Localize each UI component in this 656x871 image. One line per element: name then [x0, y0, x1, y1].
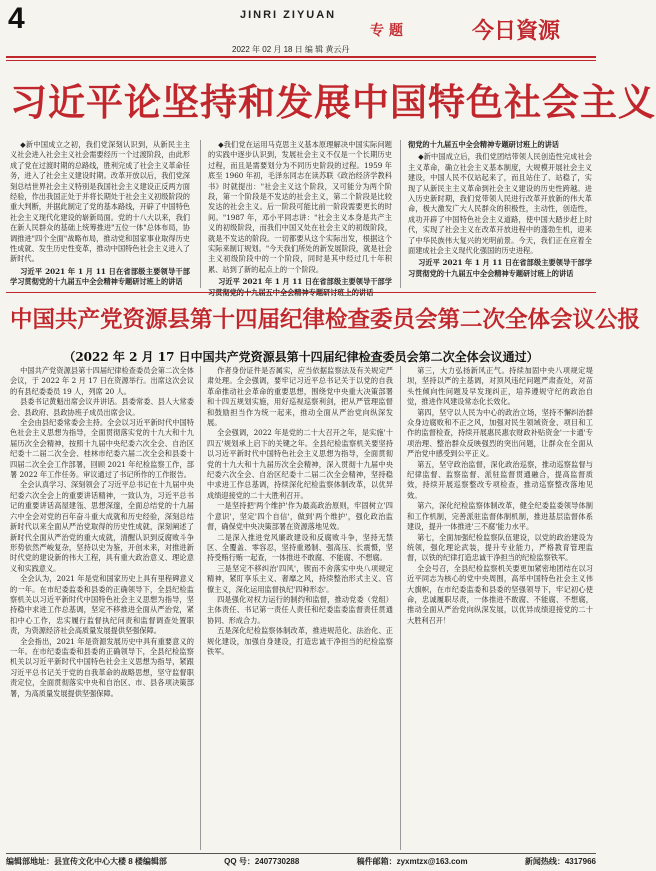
article1-col2-paragraph: ◆我们党在运用马克思主义基本原理解决中国实际问题的实践中逐步认识到，发展社会主义不仅是一个长期历史过程，而且是需要划分为不同历史阶段的过程。1959 年底至 1960 年初，毛泽东同志在读苏联《政治经济学教科书》时就提出："社会主义这个阶段，又可能分为两个阶段，第一个阶段是不发达的社会主义，第二个阶段是比较发达的社会主义。后一阶段可能比前一阶段需要更长的时间。"1987 年，邓小平同志讲："社会主义本身是共产主义的初级阶段，而我们中国又处在社会主义的初级阶段，就是不发达的阶段。一切都要从这个实际出发，根据这个实际来制订规划。"今天我们所处的新发展阶段，就是社会主义初级阶段中的一个阶段，同时是其中经过几十年积累、站到了新的起点上的一个阶段。 [208, 140, 392, 274]
article2-col2-paragraph: 二是深入推进党风廉政建设和反腐败斗争，坚持无禁区、全覆盖、零容忍，坚持重遏制、强高压、长震慑，坚持受贿行贿一起查，一体推进不敢腐、不能腐、不想腐。 [207, 532, 393, 563]
article2-col3-paragraph: 第四，坚守以人民为中心的政治立场，坚持不懈纠治群众身边腐败和不正之风，加强对民生领域资金、项目和工作的监督检查，持续开展惠民惠农财政补贴资金'一卡通'专项治理、整治群众反映强烈的突出问题，让群众在全面从严治党中感受到公平正义。 [407, 407, 593, 459]
footer-qq: QQ 号：2407730288 [224, 857, 300, 866]
masthead-rule [6, 56, 596, 58]
footer-email: 稿件邮箱：zyxmtzx@163.com [356, 857, 468, 866]
article2-column-3 [407, 366, 593, 850]
footer-address: 编辑部地址：县宣传文化中心大楼 8 楼编辑部 [6, 857, 167, 866]
paper-pinyin: JINRI ZIYUAN [240, 9, 337, 21]
article2-col2-paragraph: 全会强调，2022 年是党的二十大召开之年，是实施'十四五'规划承上启下的关键之年。全县纪检监察机关要坚持以习近平新时代中国特色社会主义思想为指导，全面贯彻党的十九大和十九届历次全会精神，深入贯彻十九届中央纪委六次全会、自治区纪委十二届二次全会精神，坚持稳中求进工作总基调，持续深化纪检监察体制改革，以优异成绩迎接党的二十大胜利召开。 [207, 428, 393, 500]
page-number: 4 [8, 2, 25, 35]
article1-col3-source: 习近平 2021 年 1 月 11 日在省部级主要领导干部学习贯彻党的十九届五中全会精神专题研讨班上的讲话 [408, 258, 592, 278]
article1-col3-source-top: 彻党的十九届五中全会精神专题研讨班上的讲话 [408, 140, 559, 149]
masthead [0, 0, 602, 58]
article2-col3-paragraph: 全会号召，全县纪检监察机关要更加紧密地团结在以习近平同志为核心的党中央周围，高举中国特色社会主义伟大旗帜，在市纪委监委和县委的坚强领导下，牢记初心使命，忠诚履职尽责，一体推进不敢腐、不能腐、不想腐，推动全面从严治党向纵深发展，以优异成绩迎接党的二十大胜利召开！ [407, 563, 593, 625]
column-divider [200, 140, 201, 288]
footer-bar [6, 853, 596, 870]
article1-headline: 习近平论坚持和发展中国特色社会主义 [10, 80, 656, 124]
article2-col1-paragraph: 全会由县纪委常委会主持。全会以习近平新时代中国特色社会主义思想为指导，全面贯彻落实党的十九大和十九届历次全会精神，按照十九届中央纪委六次全会、自治区纪委十二届二次全会、桂林市纪委六届二次全会和县委十四届二次全会工作部署，回顾 2021 年纪检监察工作，部署 2022 年工作任务。审议通过了书记所作的工作报告。 [10, 418, 194, 480]
article1-column-1 [10, 140, 190, 288]
article1-col1-paragraph: ◆新中国成立之初，我们党深刻认识到，从新民主主义社会进入社会主义社会需要经历一个过渡阶段，由此形成了党在过渡时期的总路线，胜利完成了社会主义革命任务，进入了社会主义建设时期。改革开放以后，我们党深刻总结世界社会主义特别是我国社会主义建设正反两方面经验，作出我国正处于并将长期处于社会主义初级阶段的重大判断，并据此制定了党的基本路线，开辟了中国特色社会主义现代化建设的崭新局面。党的十八大以来，我们在新人民群众的基础上统筹推进"五位一体"总体布局，协调推进"四个全面"战略布局，推动党和国家事业取得历史性成就、发生历史性变革，推动中国特色社会主义进入了新时代。 [10, 140, 190, 264]
column-divider [200, 366, 201, 850]
article2-col3-paragraph: 第六，深化纪检监察体制改革，健全纪委监委领导体制和工作机制，完善派驻监督体制机制，推进基层监督体系建设，提升一体推进'三不腐'能力水平。 [407, 501, 593, 532]
column-divider [400, 366, 401, 850]
article2-subtitle: （2022 年 2 月 17 日中国共产党资源县第十四届纪律检查委员会第二次全体会议通过） [63, 350, 539, 364]
article2-col2-paragraph: 四是强化对权力运行的制约和监督，推动党委（党组）主体责任、书记第一责任人责任和纪委监委监督责任贯通协同、形成合力。 [207, 594, 393, 625]
paper-logo: 今日資源 [472, 18, 561, 44]
article2-col2-paragraph: 三是坚定不移纠治'四风'，锲而不舍落实中央八项规定精神，紧盯享乐主义、奢靡之风，持续整治形式主义、官僚主义，深化运用监督执纪'四种形态'。 [207, 563, 393, 594]
article2-col1-paragraph: 全会指出，2021 年是资源发展历史中具有重要意义的一年。在市纪委监委和县委的正确领导下，全县纪检监察机关以习近平新时代中国特色社会主义思想为指导，紧跟习近平总书记关于党的自我革命的战略思想，坚守监督职责定位，全面贯彻落实中央和自治区、市、县各项决策部署，为高质量发展提供坚强保障。 [10, 636, 194, 698]
article1-col1-source: 习近平 2021 年 1 月 11 日在省部级主要领导干部学习贯彻党的十九届五中全会精神专题研讨班上的讲话 [10, 266, 190, 287]
article1-col3-paragraph: ◆新中国成立后，我们党团结带领人民创造性完成社会主义革命，确立社会主义基本制度，大规模开展社会主义建设，中国人民不仅站起来了，而且站住了、站稳了，实现了从新民主主义革命到社会主义建设的历史性跨越。进入历史新时期，我们党带领人民进行改革开放新的伟大革命，极大激发广大人民群众的积极性，主动性，创造性，成功开辟了中国特色社会主义道路，使中国大踏步赶上时代，实现了社会主义在改革开放进程中的蓬勃生机，迎来了中华民族伟大复兴的光明前景。今天，我们正在应着全面建成社会主义现代化强国的历史进程。 [408, 152, 592, 256]
column-divider [400, 140, 401, 288]
article2-column-2 [207, 366, 393, 850]
article2-col3-paragraph: 第七，全面加强纪检监察队伍建设，以党的政治建设为统领，强化理论武装，提升专业能力，严格教育管理监督，以铁的纪律打造忠诚干净担当的纪检监察铁军。 [407, 532, 593, 563]
footer-hotline: 新闻热线：4317966 [524, 857, 596, 866]
article2-col2-paragraph: 作者身份证件是否属实，应当依据监察法及有关规定严肃处理。全会强调，要牢记习近平总书记关于以党的自我革命推动社会革命的重要思想，围绕党中央重大决策部署和十四五规划实施，用好巡视巡察利剑，把从严管理监督和鼓励担当作为统一起来，推动全面从严治党向纵深发展。 [207, 366, 393, 428]
article1-col2-source: 习近平 2021 年 1 月 11 日在省部级主要领导干部学 [218, 277, 392, 287]
article2-col2-paragraph: 一是坚持把'两个维护'作为最高政治原则，牢固树立'四个意识'，坚定'四个自信'，做到'两个维护'，强化政治监督，确保党中央决策部署在资源落地见效。 [207, 501, 393, 532]
masthead-rule-thin [6, 60, 596, 61]
article2-col3-paragraph: 第五，坚守政治监督，深化政治巡察，推动巡察监督与纪律监督、监察监督、派驻监督贯通融合，提高监督质效，持续开展巡察整改专项检查，推动巡察整改落地见效。 [407, 459, 593, 500]
article2-col3-paragraph: 第三，大力弘扬新风正气。持续加固中央八项规定堤坝，坚持以严的主基调，对顶风违纪问题严肃查处，对苗头性倾向性问题及早发现纠正，培养遵规守纪的政治自觉，推进作风建设常态化长效化。 [407, 366, 593, 407]
section-divider [6, 292, 596, 293]
article1-column-3 [408, 140, 592, 288]
section-label: 专题 [370, 23, 408, 39]
article1-column-2 [208, 140, 392, 288]
date-editor-line: 2022 年 02 月 18 日 编 辑 黄云丹 [232, 45, 350, 54]
article2-col1-paragraph: 中国共产党资源县第十四届纪律检查委员会第二次全体会议，于 2022 年 2 月 17 日在资源举行。出席这次会议的有县纪委委员 19 人，列席 20 人。 [10, 366, 194, 396]
article2-headline: 中国共产党资源县第十四届纪律检查委员会第二次全体会议公报 [10, 307, 641, 333]
article2-col1-paragraph: 全会认为，2021 年是党和国家历史上具有里程碑意义的一年。在市纪委监委和县委的正确领导下，全县纪检监察机关以习近平新时代中国特色社会主义思想为指导，坚持稳中求进工作总基调，坚定不移推进全面从严治党，紧扣中心工作，忠实履行监督执纪问责和监督调查处置职责，为资源经济社会高质量发展提供坚强保障。 [10, 574, 194, 636]
article2-col2-paragraph: 五是深化纪检监察体制改革，推进规范化、法治化、正规化建设，加强自身建设，打造忠诚干净担当的纪检监察铁军。 [207, 626, 393, 656]
article2-column-1 [10, 366, 194, 850]
article2-col1-paragraph: 县委书记黄魁出席会议并讲话。县委常委、县人大常委会、县政府、县政协班子成员出席会议。 [10, 397, 194, 417]
article2-col1-paragraph: 全会认真学习、深刻领会了习近平总书记在十九届中央纪委六次全会上的重要讲话精神，一致认为，习近平总书记的重要讲话高屋建瓴、思想深邃，全面总结党的十九届六中全会对党的百年奋斗重大成就和历史经验，深刻总结新时代以来全面从严治党取得的历史性成就，深刻阐述了新时代全面从严治党的重大成就，清醒认识到反腐败斗争形势依然严峻复杂，坚持以史为鉴，开创未来，对推进新时代党的建设新的伟大工程，具有重大政治意义、理论意义和实践意义。 [10, 480, 194, 573]
